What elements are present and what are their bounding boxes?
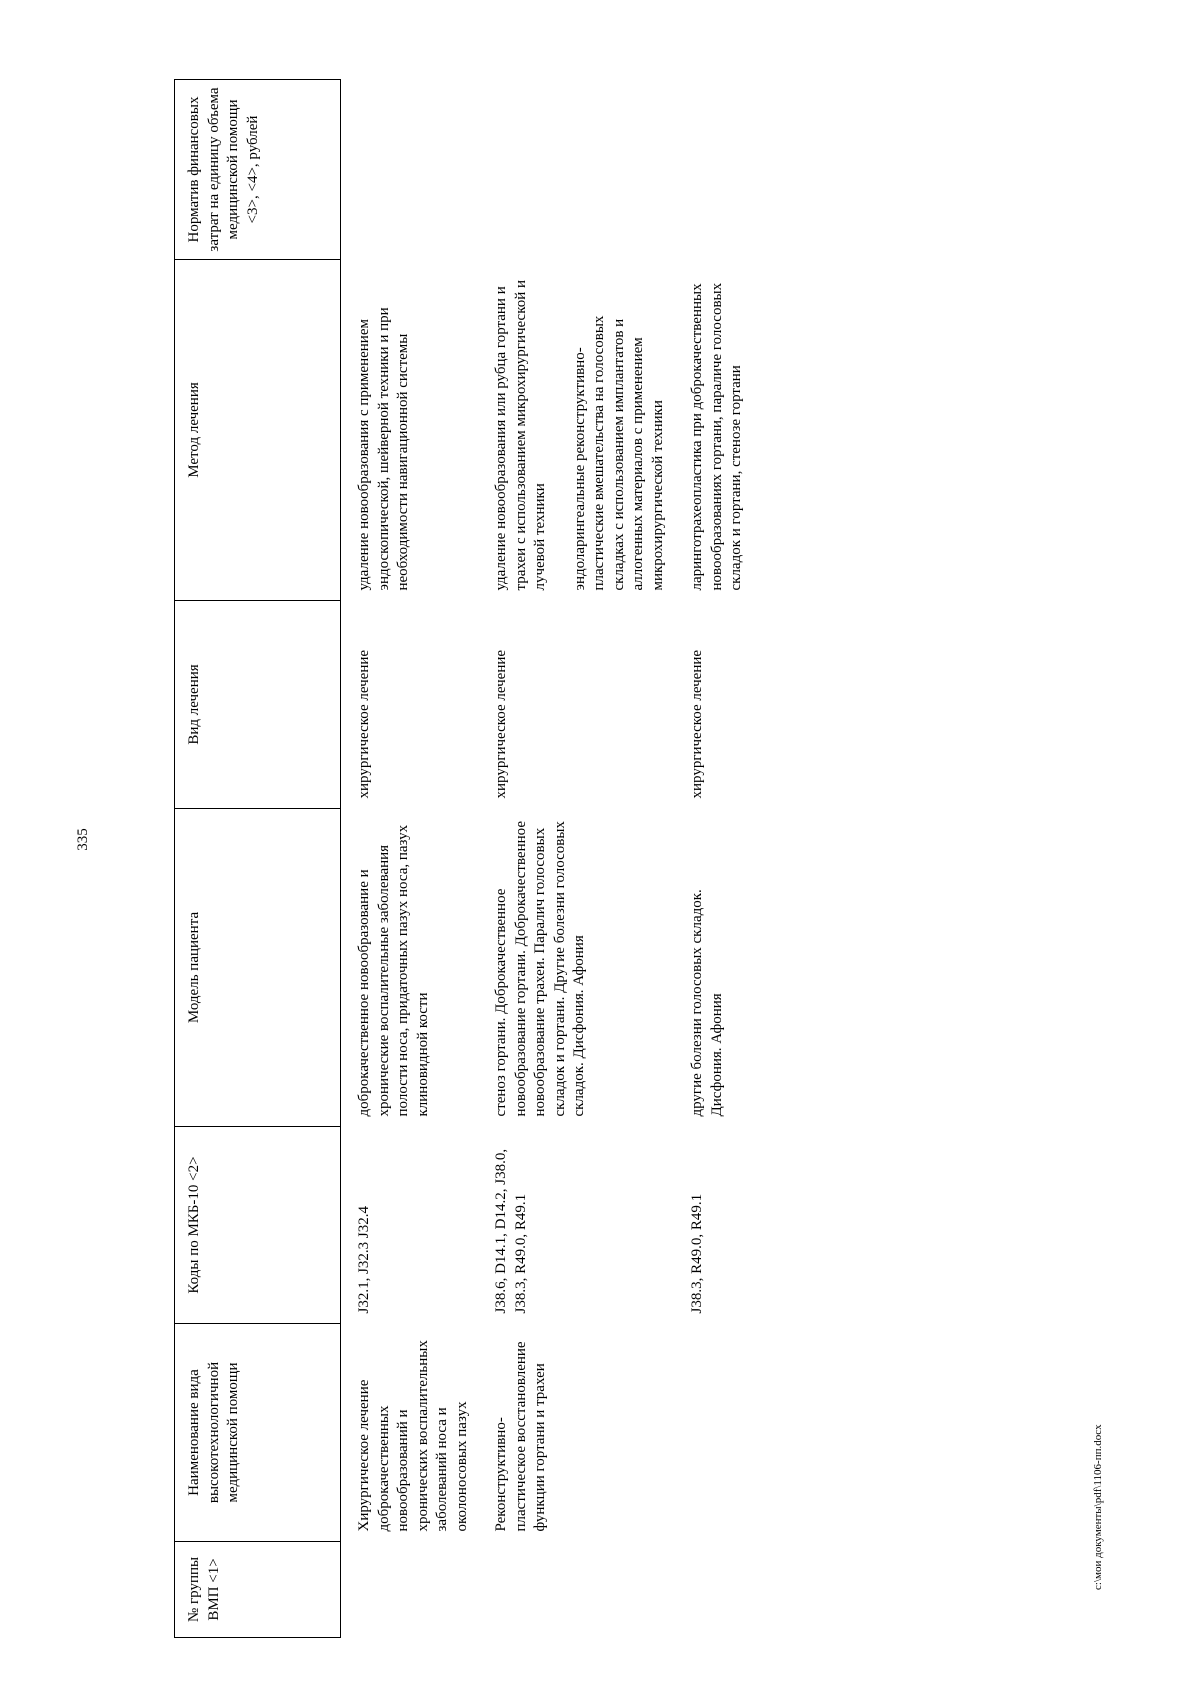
header-icd-codes: Коды по МКБ-10 <2> bbox=[175, 1127, 341, 1324]
cell-model: стеноз гортани. Доброкачественное новообразование гортани. Доброкачественное новообразование трахеи. Паралич голосовых складок и гортани. Другие болезни голосовых складок. Дисфония. Афония bbox=[493, 821, 587, 1117]
cell-group bbox=[341, 1542, 487, 1638]
cell-model: доброкачественное новообразование и хронические воспалительные заболевания полости носа, придаточных пазух носа, пазух клиновидной кости bbox=[356, 824, 431, 1117]
method-spacer bbox=[551, 270, 571, 591]
method-text: удаление новообразования или рубца гортани и трахеи с использованием микрохирургической и лучевой техники bbox=[493, 279, 548, 591]
header-treatment-method: Метод лечения bbox=[175, 260, 341, 601]
method-text: удаление новообразования с применением эндоскопической, шейверной техники и при необходимости навигационной системы bbox=[356, 307, 411, 591]
method-text: ларинготрахеопластика при доброкачественных новообразованиях гортани, параличе голосовых складок и гортани, стенозе гортани bbox=[689, 282, 744, 591]
cell-name: Реконструктивно-пластическое восстановление функции гортани и трахеи bbox=[493, 1341, 548, 1532]
header-patient-model: Модель пациента bbox=[175, 809, 341, 1127]
cell-group bbox=[486, 1542, 682, 1638]
cell-name: Хирургическое лечение доброкачественных новообразований и хронических воспалительных заболеваний носа и околоносовых пазух bbox=[356, 1340, 470, 1532]
cell-cost bbox=[341, 80, 487, 260]
cell-method bbox=[341, 260, 487, 601]
cell-cost bbox=[682, 80, 761, 260]
header-treatment-type: Вид лечения bbox=[175, 601, 341, 809]
vmp-table bbox=[174, 79, 761, 1638]
table-row bbox=[341, 80, 487, 1638]
cell-method bbox=[682, 260, 761, 601]
cell-name bbox=[682, 1324, 761, 1542]
rotated-table-container bbox=[174, 80, 761, 1638]
page-number: 335 bbox=[74, 828, 91, 851]
cell-codes: J38.3, R49.0, R49.1 bbox=[689, 1193, 705, 1314]
header-vmp-name: Наименование вида высокотехнологичной медицинской помощи bbox=[175, 1324, 341, 1542]
cell-group bbox=[682, 1542, 761, 1638]
cell-codes: J38.6, D14.1, D14.2, J38.0, J38.3, R49.0, R49.1 bbox=[493, 1148, 529, 1314]
footer-file-path: c:\мои документы\pdf\1106-пп.docx bbox=[1092, 1424, 1104, 1590]
cell-codes: J32.1, J32.3 J32.4 bbox=[356, 1205, 372, 1314]
header-cost-standard: Норматив финансовых затрат на единицу объема медицинской помощи <3>, <4>, рублей bbox=[175, 80, 341, 260]
method-text: эндоларингеальные реконструктивно-пластические вмешательства на голосовых складках с использованием имплантатов и аллогенных материалов с применением микрохирургической техники bbox=[571, 315, 666, 591]
header-group-number: № группы ВМП <1> bbox=[175, 1542, 341, 1638]
cell-method bbox=[486, 260, 682, 601]
cell-treatment: хирургическое лечение bbox=[356, 649, 372, 799]
table-row bbox=[682, 80, 761, 1638]
cell-model: другие болезни голосовых складок. Дисфония. Афония bbox=[689, 889, 725, 1117]
cell-treatment: хирургическое лечение bbox=[493, 649, 509, 799]
cell-cost bbox=[486, 80, 682, 260]
table-header-row bbox=[175, 80, 341, 1638]
cell-treatment: хирургическое лечение bbox=[689, 649, 705, 799]
table-row bbox=[486, 80, 682, 1638]
